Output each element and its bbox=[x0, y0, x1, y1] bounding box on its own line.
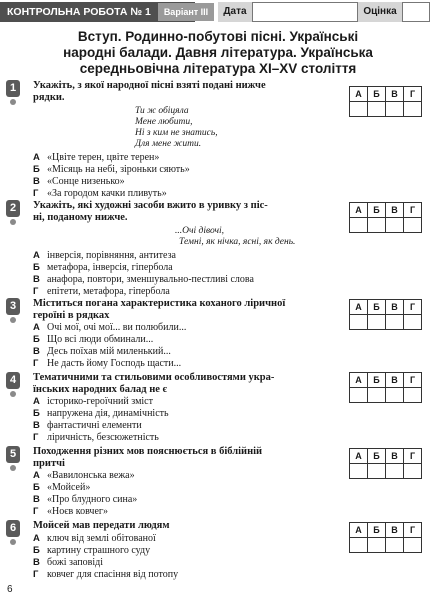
option-letter: Б bbox=[33, 262, 40, 273]
option-text: божі заповіді bbox=[47, 557, 104, 568]
answer-cell[interactable] bbox=[404, 102, 422, 117]
option-text: Що всі люди обминали... bbox=[47, 334, 154, 345]
poem-line: Темні, як нічка, ясні, як день. bbox=[179, 237, 296, 247]
answer-cell[interactable] bbox=[368, 464, 386, 479]
option-5-b[interactable] bbox=[33, 482, 333, 494]
date-label: Дата bbox=[218, 2, 252, 22]
question-1-text bbox=[33, 80, 325, 104]
option-letter: А bbox=[33, 152, 40, 163]
page-title bbox=[22, 29, 414, 77]
grid-header: Б bbox=[368, 449, 386, 464]
poem-line: Мене любити, bbox=[135, 117, 193, 127]
option-text: метафора, інверсія, гіпербола bbox=[47, 262, 173, 273]
option-text: Десь поїхав мій миленький... bbox=[47, 346, 171, 357]
answer-cell[interactable] bbox=[404, 538, 422, 553]
option-letter: В bbox=[33, 176, 40, 187]
option-letter: Г bbox=[33, 506, 39, 517]
option-2-c[interactable] bbox=[33, 274, 333, 286]
option-text: «Мойсей» bbox=[47, 482, 91, 493]
poem-line: ...Очі дівочі, bbox=[175, 226, 225, 236]
option-letter: Б bbox=[33, 408, 40, 419]
grid-header: Г bbox=[404, 373, 422, 388]
grid-header: Г bbox=[404, 300, 422, 315]
answer-grid-2 bbox=[349, 202, 422, 233]
question-text-line: Тематичними та стильовими особливостями укра- bbox=[33, 372, 275, 383]
option-letter: А bbox=[33, 322, 40, 333]
answer-cell[interactable] bbox=[350, 102, 368, 117]
answer-cell[interactable] bbox=[350, 464, 368, 479]
option-letter: А bbox=[33, 533, 40, 544]
question-number-6: 6 bbox=[6, 520, 20, 537]
option-letter: А bbox=[33, 396, 40, 407]
answer-grid-3 bbox=[349, 299, 422, 330]
option-3-c[interactable] bbox=[33, 346, 333, 358]
question-3-text bbox=[33, 298, 325, 322]
question-number-2: 2 bbox=[6, 200, 20, 217]
question-text-line: Походження різних мов пояснюється в біблійній bbox=[33, 446, 263, 457]
grid-header: А bbox=[350, 203, 368, 218]
option-letter: Б bbox=[33, 334, 40, 345]
grid-header: Г bbox=[404, 449, 422, 464]
test-title: КОНТРОЛЬНА РОБОТА № 1 bbox=[0, 2, 195, 22]
option-letter: А bbox=[33, 470, 40, 481]
grid-header: А bbox=[350, 523, 368, 538]
question-text-line: рядки. bbox=[33, 92, 65, 103]
answer-cell[interactable] bbox=[404, 464, 422, 479]
grid-header: А bbox=[350, 373, 368, 388]
answer-grid-4 bbox=[349, 372, 422, 403]
option-letter: Г bbox=[33, 188, 39, 199]
question-4-text bbox=[33, 372, 325, 396]
answer-cell[interactable] bbox=[404, 218, 422, 233]
answer-cell[interactable] bbox=[368, 538, 386, 553]
answer-cell[interactable] bbox=[350, 388, 368, 403]
answer-cell[interactable] bbox=[368, 315, 386, 330]
option-letter: Г bbox=[33, 286, 39, 297]
option-5-c[interactable] bbox=[33, 494, 333, 506]
option-1-a[interactable] bbox=[33, 152, 333, 164]
option-1-c[interactable] bbox=[33, 176, 333, 188]
answer-grid-6 bbox=[349, 522, 422, 553]
option-text: анафора, повтори, зменшувально-пестливі слова bbox=[47, 274, 254, 285]
question-1-poem bbox=[135, 106, 218, 150]
option-2-b[interactable] bbox=[33, 262, 333, 274]
option-4-c[interactable] bbox=[33, 420, 333, 432]
answer-grid-5 bbox=[349, 448, 422, 479]
question-6-text bbox=[33, 520, 325, 532]
option-4-a[interactable] bbox=[33, 396, 333, 408]
grid-header: Б bbox=[368, 203, 386, 218]
option-6-c[interactable] bbox=[33, 557, 333, 569]
option-5-d[interactable] bbox=[33, 506, 333, 518]
grid-header: Б bbox=[368, 300, 386, 315]
option-4-b[interactable] bbox=[33, 408, 333, 420]
option-letter: А bbox=[33, 250, 40, 261]
option-text: «За городом качки пливуть» bbox=[47, 188, 167, 199]
question-2-text bbox=[33, 200, 325, 224]
option-5-a[interactable] bbox=[33, 470, 333, 482]
answer-grid-1 bbox=[349, 86, 422, 117]
poem-line: Ні з ким не знатись, bbox=[135, 128, 218, 138]
grade-field[interactable] bbox=[402, 2, 430, 22]
grid-header: Б bbox=[368, 373, 386, 388]
grid-header: Г bbox=[404, 87, 422, 102]
question-text-line: Укажіть, з якої народної пісні взяті подані нижче bbox=[33, 80, 266, 91]
variant-label: Варіант ІІІ bbox=[158, 3, 214, 21]
title-line: Вступ. Родинно-побутові пісні. Українські bbox=[77, 29, 359, 44]
question-number-1: 1 bbox=[6, 80, 20, 97]
option-2-d[interactable] bbox=[33, 286, 333, 298]
question-marker-dot bbox=[10, 539, 16, 545]
option-text: картину страшного суду bbox=[47, 545, 151, 556]
option-text: «Ноєв ковчег» bbox=[47, 506, 108, 517]
answer-cell[interactable] bbox=[386, 538, 404, 553]
answer-cell[interactable] bbox=[350, 315, 368, 330]
grid-header: А bbox=[350, 300, 368, 315]
question-text-line: героїні в рядках bbox=[33, 310, 110, 321]
option-3-b[interactable] bbox=[33, 334, 333, 346]
date-field[interactable] bbox=[252, 2, 358, 22]
question-number-4: 4 bbox=[6, 372, 20, 389]
option-text: Очі мої, очі мої... ви полюбили... bbox=[47, 322, 187, 333]
grid-header: В bbox=[386, 373, 404, 388]
option-text: «Цвіте терен, цвіте терен» bbox=[47, 152, 160, 163]
option-text: інверсія, порівняння, антитеза bbox=[47, 250, 176, 261]
answer-cell[interactable] bbox=[350, 538, 368, 553]
poem-line: Ти ж обіцяла bbox=[135, 106, 189, 116]
question-number-5: 5 bbox=[6, 446, 20, 463]
option-letter: В bbox=[33, 557, 40, 568]
option-4-d[interactable] bbox=[33, 432, 333, 444]
option-letter: В bbox=[33, 346, 40, 357]
option-text: «Вавилонська вежа» bbox=[47, 470, 135, 481]
answer-cell[interactable] bbox=[386, 464, 404, 479]
option-letter: В bbox=[33, 494, 40, 505]
answer-cell[interactable] bbox=[386, 102, 404, 117]
question-marker-dot bbox=[10, 219, 16, 225]
option-text: епітети, метафора, гіпербола bbox=[47, 286, 170, 297]
page-number: 6 bbox=[7, 584, 13, 595]
question-text-line: Міститься погана характеристика коханого ліричної bbox=[33, 298, 286, 309]
title-line: народні балади. Давня література. Українська bbox=[63, 45, 373, 60]
option-text: історико-героїчний зміст bbox=[47, 396, 153, 407]
option-1-d[interactable] bbox=[33, 188, 333, 200]
grid-header: А bbox=[350, 449, 368, 464]
answer-cell[interactable] bbox=[368, 218, 386, 233]
question-marker-dot bbox=[10, 317, 16, 323]
option-letter: В bbox=[33, 274, 40, 285]
option-letter: Г bbox=[33, 432, 39, 443]
poem-line: Для мене жити. bbox=[135, 139, 202, 149]
grade-label: Оцінка bbox=[358, 2, 402, 22]
grid-header: В bbox=[386, 87, 404, 102]
grid-header: Б bbox=[368, 523, 386, 538]
option-letter: В bbox=[33, 420, 40, 431]
grid-header: В bbox=[386, 523, 404, 538]
option-text: фантастичні елементи bbox=[47, 420, 142, 431]
grid-header: Г bbox=[404, 203, 422, 218]
option-letter: Г bbox=[33, 358, 39, 369]
grid-header: В bbox=[386, 300, 404, 315]
option-text: «Місяць на небі, зіроньки сяють» bbox=[47, 164, 190, 175]
question-text-line: Мойсей мав передати людям bbox=[33, 520, 170, 531]
option-letter: Б bbox=[33, 545, 40, 556]
question-marker-dot bbox=[10, 99, 16, 105]
option-text: ковчег для спасіння від потопу bbox=[47, 569, 179, 580]
answer-cell[interactable] bbox=[368, 102, 386, 117]
option-1-b[interactable] bbox=[33, 164, 333, 176]
option-text: ключ від землі обітованої bbox=[47, 533, 156, 544]
option-text: ліричність, безсюжетність bbox=[47, 432, 159, 443]
question-marker-dot bbox=[10, 391, 16, 397]
question-2-poem bbox=[175, 226, 295, 248]
option-letter: Б bbox=[33, 482, 40, 493]
title-line: середньовічна література XI–XV століття bbox=[79, 61, 357, 76]
question-marker-dot bbox=[10, 465, 16, 471]
option-text: «Про блудного сина» bbox=[47, 494, 138, 505]
option-letter: Б bbox=[33, 164, 40, 175]
answer-cell[interactable] bbox=[404, 315, 422, 330]
option-text: «Сонце низенько» bbox=[47, 176, 125, 187]
question-text-line: Укажіть, які художні засоби вжито в уривку з піс- bbox=[33, 200, 268, 211]
option-text: Не дасть йому Господь щасти... bbox=[47, 358, 182, 369]
question-text-line: притчі bbox=[33, 458, 65, 469]
answer-cell[interactable] bbox=[350, 218, 368, 233]
question-5-text bbox=[33, 446, 325, 470]
grid-header: В bbox=[386, 203, 404, 218]
grid-header: А bbox=[350, 87, 368, 102]
grid-header: Б bbox=[368, 87, 386, 102]
answer-cell[interactable] bbox=[386, 315, 404, 330]
option-3-d[interactable] bbox=[33, 358, 333, 370]
option-6-d[interactable] bbox=[33, 569, 333, 581]
grid-header: В bbox=[386, 449, 404, 464]
option-6-a[interactable] bbox=[33, 533, 333, 545]
header-bar bbox=[0, 0, 431, 24]
option-text: напружена дія, динамічність bbox=[47, 408, 169, 419]
option-3-a[interactable] bbox=[33, 322, 333, 334]
answer-cell[interactable] bbox=[368, 388, 386, 403]
question-text-line: ні, поданому нижче. bbox=[33, 212, 128, 223]
answer-cell[interactable] bbox=[404, 388, 422, 403]
option-6-b[interactable] bbox=[33, 545, 333, 557]
option-2-a[interactable] bbox=[33, 250, 333, 262]
answer-cell[interactable] bbox=[386, 218, 404, 233]
answer-cell[interactable] bbox=[386, 388, 404, 403]
grid-header: Г bbox=[404, 523, 422, 538]
question-number-3: 3 bbox=[6, 298, 20, 315]
option-letter: Г bbox=[33, 569, 39, 580]
question-text-line: їнських народних балад не є bbox=[33, 384, 168, 395]
